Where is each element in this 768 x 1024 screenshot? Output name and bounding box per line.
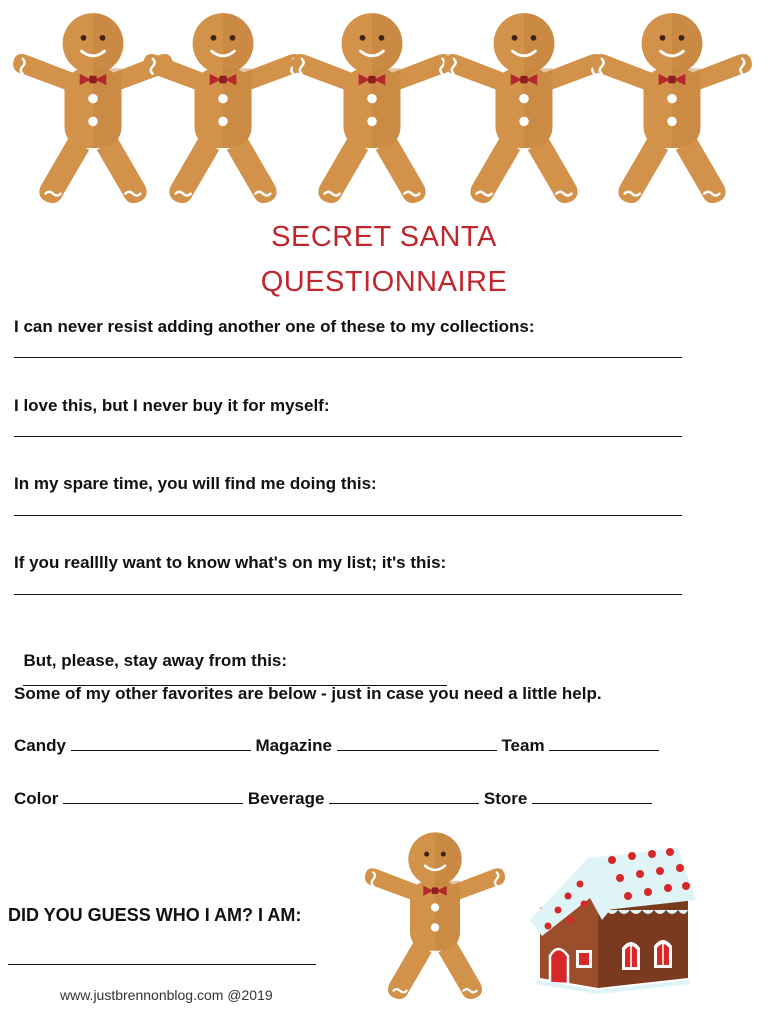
favorite-label-candy: Candy: [14, 736, 66, 755]
page-title-line2: QUESTIONNAIRE: [260, 266, 508, 298]
answer-line-team[interactable]: [549, 736, 659, 751]
answer-line-guess[interactable]: [8, 964, 316, 965]
answer-line-never-buy[interactable]: [14, 436, 682, 437]
answer-line-store[interactable]: [532, 789, 652, 804]
gingerbread-man-icon: [592, 13, 752, 203]
favorite-label-color: Color: [14, 789, 59, 808]
gingerbread-man-icon: [13, 13, 173, 203]
gingerbread-house-icon: [528, 838, 698, 998]
favorites-row-2: [14, 789, 652, 809]
favorite-label-store: Store: [483, 789, 528, 808]
answer-line-candy[interactable]: [71, 736, 251, 751]
answer-line-spare-time[interactable]: [14, 515, 682, 516]
answer-line-magazine[interactable]: [337, 736, 497, 751]
gingerbread-men-row-icon: [0, 0, 768, 215]
footer-credit: www.justbrennonblog.com @2019: [60, 987, 273, 1003]
gingerbread-man-icon: [292, 13, 452, 203]
question-wish-list: If you realllly want to know what's on my list; it's this:: [14, 553, 447, 572]
favorites-intro: Some of my other favorites are below - just in case you need a little help.: [14, 684, 602, 703]
favorite-label-beverage: Beverage: [247, 789, 325, 808]
guess-prompt: DID YOU GUESS WHO I AM? I AM:: [8, 905, 302, 925]
question-collections: I can never resist adding another one of these to my collections:: [14, 317, 535, 336]
gingerbread-man-icon: [360, 822, 510, 1012]
gingerbread-men-row-graphic: [0, 0, 768, 215]
question-avoid: [14, 631, 447, 691]
answer-line-beverage[interactable]: [329, 789, 479, 804]
favorite-label-magazine: Magazine: [255, 736, 332, 755]
question-spare-time: In my spare time, you will find me doing this:: [14, 474, 377, 493]
answer-line-wish-list[interactable]: [14, 594, 682, 595]
answer-line-collections[interactable]: [14, 357, 682, 358]
question-never-buy: I love this, but I never buy it for myself:: [14, 396, 330, 415]
question-avoid-label: But, please, stay away from this:: [23, 651, 288, 670]
answer-line-color[interactable]: [63, 789, 243, 804]
favorite-label-team: Team: [501, 736, 545, 755]
gingerbread-man-icon: [444, 13, 604, 203]
gingerbread-man-icon: [143, 13, 303, 203]
favorites-row-1: [14, 736, 659, 756]
page-title-line1: SECRET SANTA: [271, 221, 497, 253]
